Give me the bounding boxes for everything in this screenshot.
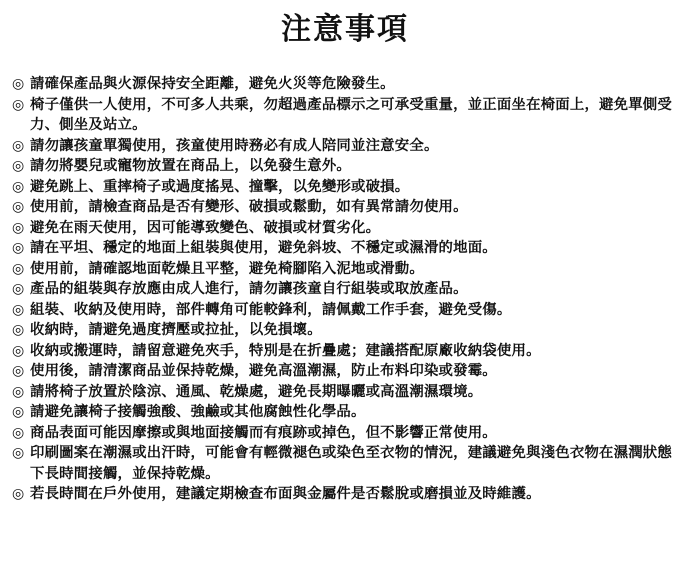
note-text: 收納或搬運時，請留意避免夾手，特別是在折疊處；建議搭配原廠收納袋使用。 — [30, 342, 541, 359]
list-item — [12, 320, 678, 341]
list-item — [12, 443, 678, 484]
list-item — [12, 238, 678, 259]
bullet-icon: ◎ — [12, 281, 25, 297]
note-text: 請避免讓椅子接觸強酸、強鹼或其他腐蝕性化學品。 — [30, 404, 366, 420]
bullet-icon: ◎ — [12, 322, 25, 338]
page-title: 注意事項 — [281, 12, 409, 47]
list-item — [12, 279, 678, 300]
notes-list — [12, 74, 678, 505]
list-item — [12, 423, 678, 444]
note-text: 請勿讓孩童單獨使用，孩童使用時務必有成人陪同並注意安全。 — [30, 137, 439, 154]
list-item — [12, 402, 678, 423]
note-text: 使用前，請確認地面乾燥且平整，避免椅腳陷入泥地或滑動。 — [30, 260, 424, 277]
list-item — [12, 361, 678, 382]
list-item — [12, 177, 678, 198]
bullet-icon: ◎ — [12, 240, 25, 256]
bullet-icon: ◎ — [12, 137, 25, 154]
list-item — [12, 259, 678, 280]
bullet-icon: ◎ — [12, 96, 25, 113]
bullet-icon: ◎ — [12, 76, 25, 92]
note-text: 請將椅子放置於陰涼、通風、乾燥處，避免長期曝曬或高溫潮濕環境。 — [30, 383, 483, 400]
note-text: 收納時，請避免過度擠壓或拉扯，以免損壞。 — [30, 322, 322, 338]
bullet-icon: ◎ — [12, 404, 25, 420]
note-text: 請勿將嬰兒或寵物放置在商品上，以免發生意外。 — [30, 158, 351, 174]
list-item — [12, 300, 678, 321]
note-text: 使用後，請清潔商品並保持乾燥，避免高溫潮濕，防止布料印染或發霉。 — [30, 363, 497, 379]
note-text: 避免在雨天使用，因可能導致變色、破損或材質劣化。 — [30, 219, 381, 236]
note-text: 印刷圖案在潮濕或出汗時，可能會有輕微褪色或染色至衣物的情況，建議避免與淺色衣物在濕潤狀態下長時間接觸，並保持乾燥。 — [30, 445, 672, 482]
note-text: 避免跳上、重摔椅子或過度搖晃、撞擊，以免變形或破損。 — [30, 178, 410, 195]
bullet-icon: ◎ — [12, 383, 25, 400]
note-text: 椅子僅供一人使用，不可多人共乘，勿超過產品標示之可承受重量，並正面坐在椅面上，避免單側受力、側坐及站立。 — [30, 96, 672, 133]
bullet-icon: ◎ — [12, 486, 25, 502]
bullet-icon: ◎ — [12, 301, 25, 318]
list-item — [12, 74, 678, 95]
bullet-icon: ◎ — [12, 158, 25, 174]
note-text: 請確保產品與火源保持安全距離，避免火災等危險發生。 — [30, 76, 395, 92]
note-text: 組裝、收納及使用時，部件轉角可能較鋒利，請佩戴工作手套，避免受傷。 — [30, 301, 512, 318]
list-item — [12, 341, 678, 362]
bullet-icon: ◎ — [12, 219, 25, 236]
list-item — [12, 382, 678, 403]
bullet-icon: ◎ — [12, 178, 25, 195]
bullet-icon: ◎ — [12, 260, 25, 277]
bullet-icon: ◎ — [12, 199, 25, 215]
bullet-icon: ◎ — [12, 445, 25, 461]
bullet-icon: ◎ — [12, 424, 25, 441]
note-text: 使用前，請檢查商品是否有變形、破損或鬆動，如有異常請勿使用。 — [30, 199, 468, 215]
list-item — [12, 136, 678, 157]
bullet-icon: ◎ — [12, 363, 25, 379]
list-item — [12, 156, 678, 177]
note-text: 商品表面可能因摩擦或與地面接觸而有痕跡或掉色，但不影響正常使用。 — [30, 424, 497, 441]
bullet-icon: ◎ — [12, 342, 25, 359]
list-item — [12, 218, 678, 239]
note-text: 若長時間在戶外使用，建議定期檢查布面與金屬件是否鬆脫或磨損並及時維護。 — [30, 486, 541, 502]
list-item — [12, 484, 678, 505]
list-item — [12, 95, 678, 136]
note-text: 請在平坦、穩定的地面上組裝與使用，避免斜坡、不穩定或濕滑的地面。 — [30, 240, 497, 256]
list-item — [12, 197, 678, 218]
note-text: 產品的組裝與存放應由成人進行，請勿讓孩童自行組裝或取放產品。 — [30, 281, 468, 297]
